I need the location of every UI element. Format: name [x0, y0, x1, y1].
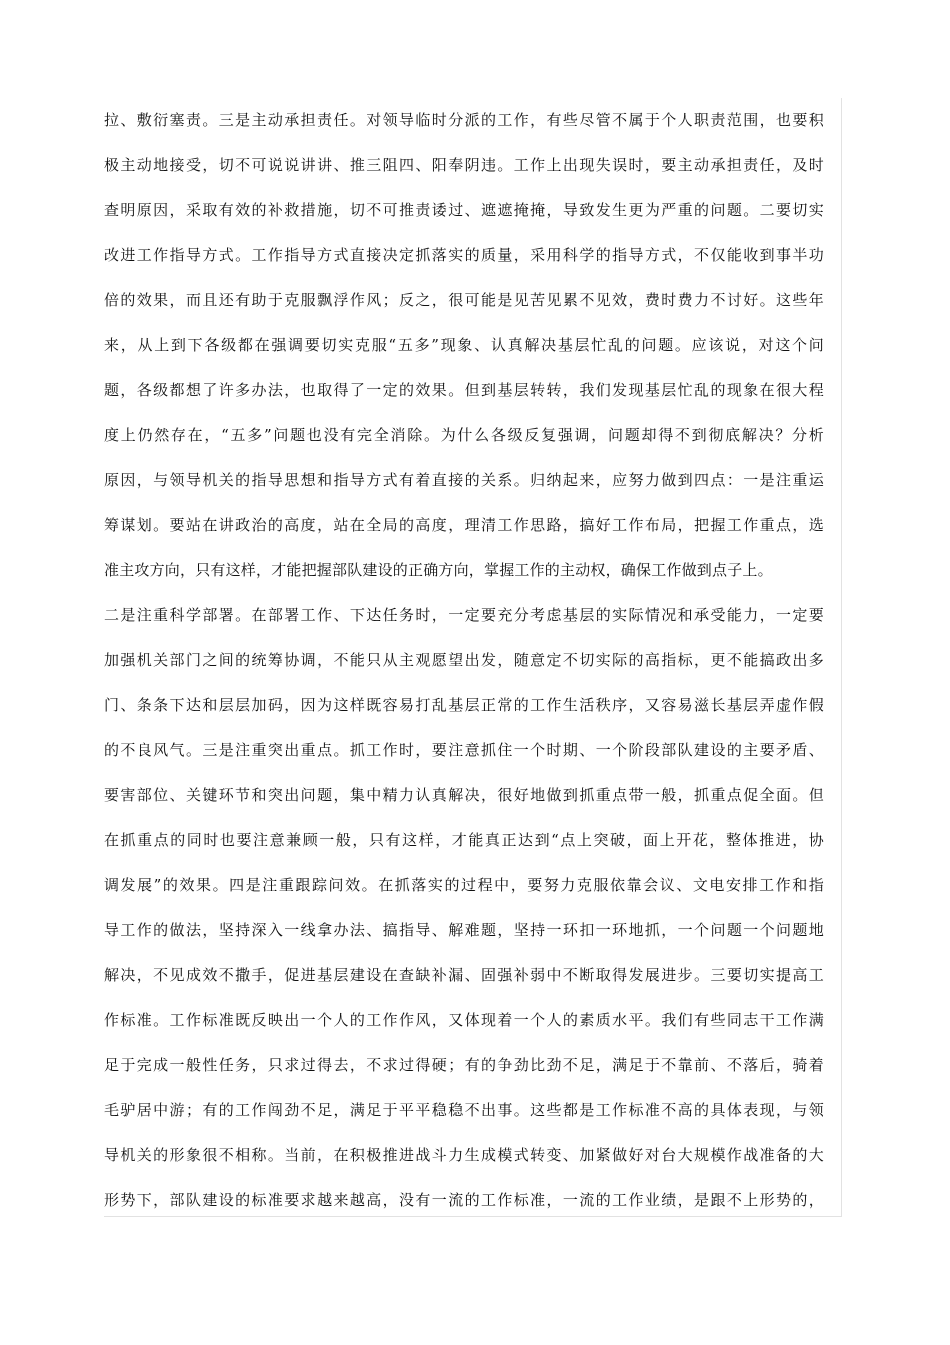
page-border-right [841, 98, 842, 1216]
text-line: 调发展”的效果。四是注重跟踪问效。在抓落实的过程中，要努力克服依靠会议、文电安排工作和指 [104, 876, 824, 894]
text-line: 导工作的做法，坚持深入一线拿办法、搞指导、解难题，坚持一环扣一环地抓，一个问题一个问题地 [104, 921, 824, 939]
text-line: 原因，与领导机关的指导思想和指导方式有着直接的关系。归纳起来，应努力做到四点：一是注重运 [104, 471, 824, 489]
text-line: 毛驴居中游；有的工作闯劲不足，满足于平平稳稳不出事。这些都是工作标准不高的具体表现，与领 [104, 1101, 824, 1119]
text-line: 门、条条下达和层层加码，因为这样既容易打乱基层正常的工作生活秩序，又容易滋长基层弄虚作假 [104, 696, 824, 714]
text-line: 导机关的形象很不相称。当前，在积极推进战斗力生成模式转变、加紧做好对台大规模作战准备的大 [104, 1146, 824, 1164]
text-line: 极主动地接受，切不可说说讲讲、推三阻四、阳奉阴违。工作上出现失误时，要主动承担责任，及时 [104, 156, 824, 174]
text-line: 筹谋划。要站在讲政治的高度，站在全局的高度，理清工作思路，搞好工作布局，把握工作重点，选 [104, 516, 824, 534]
text-line: 二是注重科学部署。在部署工作、下达任务时，一定要充分考虑基层的实际情况和承受能力，一定要 [104, 606, 824, 624]
text-line: 来，从上到下各级都在强调要切实克服“五多”现象、认真解决基层忙乱的问题。应该说，对这个问 [104, 336, 824, 354]
text-line: 解决，不见成效不撒手，促进基层建设在查缺补漏、固强补弱中不断取得发展进步。三要切实提高工 [104, 966, 824, 984]
text-line: 作标准。工作标准既反映出一个人的工作作风，又体现着一个人的素质水平。我们有些同志干工作满 [104, 1011, 824, 1029]
text-line: 拉、敷衍塞责。三是主动承担责任。对领导临时分派的工作，有些尽管不属于个人职责范围，也要积 [104, 111, 824, 129]
text-line: 形势下，部队建设的标准要求越来越高，没有一流的工作标准，一流的工作业绩，是跟不上形势的， [104, 1191, 824, 1209]
text-line: 的不良风气。三是注重突出重点。抓工作时，要注意抓住一个时期、一个阶段部队建设的主要矛盾、 [104, 741, 824, 759]
text-line: 题，各级都想了许多办法，也取得了一定的效果。但到基层转转，我们发现基层忙乱的现象在很大程 [104, 381, 824, 399]
text-line: 度上仍然存在，“五多”问题也没有完全消除。为什么各级反复强调，问题却得不到彻底解决？分析 [104, 426, 824, 444]
text-line: 在抓重点的同时也要注意兼顾一般，只有这样，才能真正达到“点上突破，面上开花，整体推进，协 [104, 831, 824, 849]
body-text [104, 100, 824, 1225]
text-line: 要害部位、关键环节和突出问题，集中精力认真解决，很好地做到抓重点带一般，抓重点促全面。但 [104, 786, 824, 804]
text-line: 改进工作指导方式。工作指导方式直接决定抓落实的质量，采用科学的指导方式，不仅能收到事半功 [104, 246, 824, 264]
text-line: 倍的效果，而且还有助于克服飘浮作风；反之，很可能是见苦见累不见效，费时费力不讨好。这些年 [104, 291, 824, 309]
text-line: 准主攻方向，只有这样，才能把握部队建设的正确方向，掌握工作的主动权，确保工作做到点子上。 [104, 561, 773, 579]
text-line: 加强机关部门之间的统筹协调，不能只从主观愿望出发，随意定不切实际的高指标，更不能搞政出多 [104, 651, 824, 669]
text-line: 足于完成一般性任务，只求过得去，不求过得硬；有的争劲比劲不足，满足于不靠前、不落后，骑着 [104, 1056, 824, 1074]
text-line: 查明原因，采取有效的补救措施，切不可推责诿过、遮遮掩掩，导致发生更为严重的问题。二要切实 [104, 201, 824, 219]
